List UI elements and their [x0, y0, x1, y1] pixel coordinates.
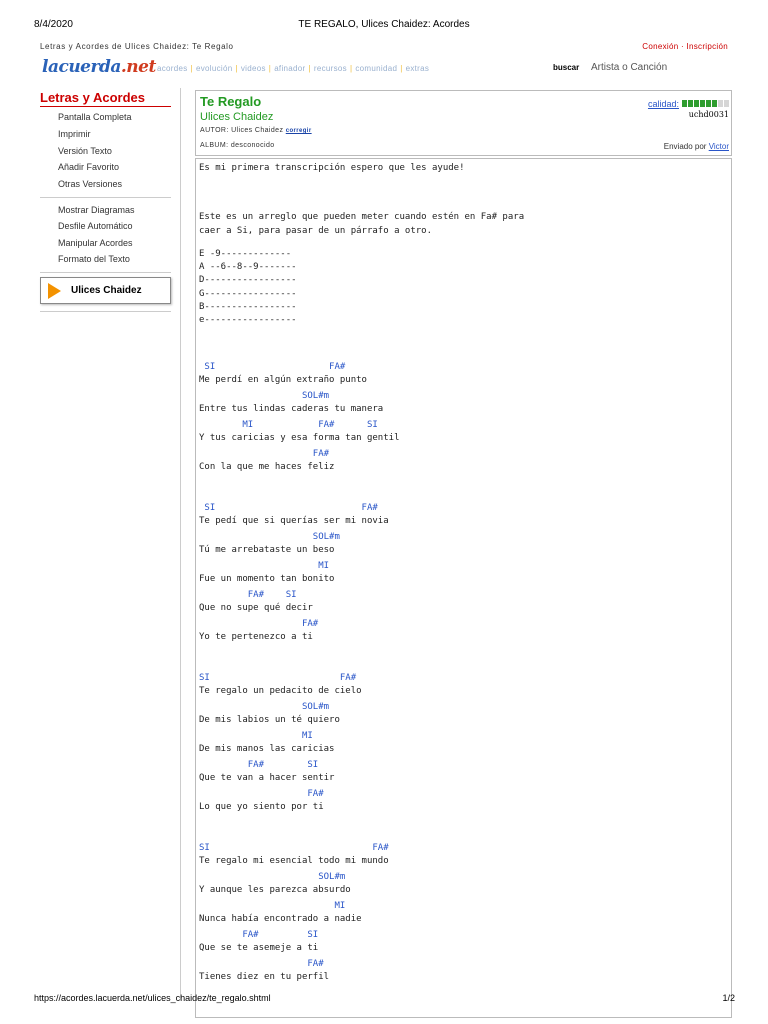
song-code: uchd0031: [688, 110, 729, 119]
chord-line[interactable]: FA# SI: [199, 590, 297, 600]
lyric-line: Nunca había encontrado a nadie: [199, 914, 362, 924]
sent-by-label: Enviado por: [663, 142, 707, 151]
sidebar-title-rule: [40, 106, 171, 107]
chord-line[interactable]: MI: [199, 731, 313, 741]
artist-button-label: Ulices Chaidez: [71, 285, 142, 296]
nav-extras[interactable]: extras: [405, 64, 430, 73]
sidebar-divider: [40, 272, 171, 273]
chord-line[interactable]: MI FA# SI: [199, 420, 378, 430]
nav-afinador[interactable]: afinador: [274, 64, 306, 73]
lyric-line: De mis labios un té quiero: [199, 715, 340, 725]
quality-bar: [706, 100, 711, 107]
chord-line[interactable]: FA#: [199, 449, 330, 459]
login-signup-links[interactable]: Conexión · Inscripción: [642, 42, 728, 51]
nav-comunidad[interactable]: comunidad: [355, 64, 398, 73]
song-album: [200, 142, 275, 149]
sidebar-item-otras-versiones[interactable]: Otras Versiones: [58, 179, 123, 189]
author-value: Ulices Chaidez: [231, 127, 284, 134]
chord-line[interactable]: MI: [199, 561, 330, 571]
sidebar-item-manipular-acordes[interactable]: Manipular Acordes: [58, 238, 133, 248]
lyric-line: Te regalo un pedacito de cielo: [199, 686, 362, 696]
lyric-line: Que te van a hacer sentir: [199, 773, 335, 783]
lyric-line: Tienes diez en tu perfil: [199, 972, 330, 982]
sidebar-item-pantalla-completa[interactable]: Pantalla Completa: [58, 112, 132, 122]
sidebar-title: Letras y Acordes: [40, 90, 146, 105]
sidebar-item-version-texto[interactable]: Versión Texto: [58, 146, 112, 156]
logo-tld: .net: [120, 57, 156, 77]
lyric-line: Entre tus lindas caderas tu manera: [199, 404, 384, 414]
quality-bar: [718, 100, 723, 107]
lyric-line: D-----------------: [199, 275, 297, 285]
lyric-line: caer a Si, para pasar de un párrafo a otro.: [199, 226, 432, 236]
nav-videos[interactable]: videos: [240, 64, 266, 73]
album-value: desconocido: [230, 142, 275, 149]
play-icon: [48, 283, 61, 299]
lyric-line: B-----------------: [199, 302, 297, 312]
lyric-line: Con la que me haces feliz: [199, 462, 335, 472]
search-label[interactable]: buscar: [553, 63, 580, 72]
chord-line[interactable]: SOL#m: [199, 391, 330, 401]
chord-line[interactable]: FA# SI: [199, 930, 319, 940]
lyric-line: Y aunque les parezca absurdo: [199, 885, 351, 895]
chord-line[interactable]: FA# SI: [199, 760, 319, 770]
author-label: AUTOR:: [200, 127, 229, 134]
lyric-line: A --6--8--9-------: [199, 262, 297, 272]
chord-line[interactable]: SOL#m: [199, 702, 330, 712]
lyric-line: e-----------------: [199, 315, 297, 325]
nav-evolucion[interactable]: evolución: [195, 64, 233, 73]
song-author: [200, 127, 312, 134]
quality-bar: [688, 100, 693, 107]
lyric-line: Y tus caricias y esa forma tan gentil: [199, 433, 400, 443]
footer-page-number: 1/2: [722, 993, 735, 1003]
quality-bar: [700, 100, 705, 107]
lyric-line: Que se te asemeje a ti: [199, 943, 319, 953]
logo-main: lacuerda: [42, 57, 121, 77]
lyric-line: G-----------------: [199, 289, 297, 299]
chord-line[interactable]: SOL#m: [199, 532, 340, 542]
search-input[interactable]: [591, 62, 711, 73]
quality-bar: [724, 100, 729, 107]
breadcrumb: Letras y Acordes de Ulices Chaidez: Te Regalo: [40, 42, 234, 51]
chord-line[interactable]: SI FA#: [199, 503, 378, 513]
quality-bar: [694, 100, 699, 107]
lyric-line: Te pedí que si querías ser mi novia: [199, 516, 389, 526]
artist-button[interactable]: [40, 277, 171, 304]
song-title: Te Regalo: [200, 94, 262, 109]
lyric-line: Yo te pertenezco a ti: [199, 632, 313, 642]
lyric-line: Fue un momento tan bonito: [199, 574, 335, 584]
sidebar-item-mostrar-diagramas[interactable]: Mostrar Diagramas: [58, 205, 135, 215]
sidebar-item-anadir-favorito[interactable]: Añadir Favorito: [58, 162, 120, 172]
lyric-line: Es mi primera transcripción espero que les ayude!: [199, 163, 465, 173]
lyric-line: Tú me arrebataste un beso: [199, 545, 335, 555]
print-page-title: TE REGALO, Ulices Chaidez: Acordes: [298, 19, 470, 30]
sidebar-item-imprimir[interactable]: Imprimir: [58, 129, 91, 139]
chord-line[interactable]: FA#: [199, 959, 324, 969]
album-label: ALBUM:: [200, 142, 229, 149]
lyric-line: Este es un arreglo que pueden meter cuando estén en Fa# para: [199, 212, 525, 222]
lyric-line: Te regalo mi esencial todo mi mundo: [199, 856, 389, 866]
quality-label[interactable]: calidad:: [647, 99, 679, 109]
chord-line[interactable]: SOL#m: [199, 872, 346, 882]
sidebar-item-desfile-automatico[interactable]: Desfile Automático: [58, 221, 133, 231]
print-date: 8/4/2020: [34, 19, 73, 30]
site-logo[interactable]: [42, 57, 156, 77]
chord-line[interactable]: FA#: [199, 619, 319, 629]
sent-by: [664, 142, 729, 151]
lyric-line: De mis manos las caricias: [199, 744, 335, 754]
sidebar-item-formato-texto[interactable]: Formato del Texto: [58, 254, 130, 264]
song-artist[interactable]: Ulices Chaidez: [200, 111, 274, 123]
content-left-rule: [180, 88, 181, 1000]
top-nav: acordes | evolución | videos | afinador | recursos | comunidad | extras: [157, 64, 430, 73]
lyric-line: Lo que yo siento por ti: [199, 802, 324, 812]
quality-bar: [712, 100, 717, 107]
nav-acordes[interactable]: acordes: [157, 64, 188, 73]
lyric-line: Me perdí en algún extraño punto: [199, 375, 367, 385]
chord-line[interactable]: SI FA#: [199, 843, 389, 853]
sent-by-user[interactable]: Victor: [708, 142, 729, 151]
lyric-line: E -9-------------: [199, 249, 292, 259]
sidebar-divider: [40, 197, 171, 198]
chord-line[interactable]: FA#: [199, 789, 324, 799]
chord-line[interactable]: MI: [199, 901, 346, 911]
lyric-line: Que no supe qué decir: [199, 603, 313, 613]
footer-url: https://acordes.lacuerda.net/ulices_chaidez/te_regalo.shtml: [34, 993, 271, 1003]
chord-line[interactable]: SI FA#: [199, 362, 346, 372]
quality-bar: [682, 100, 687, 107]
nav-recursos[interactable]: recursos: [313, 64, 347, 73]
sidebar-divider: [40, 311, 171, 312]
chord-line[interactable]: SI FA#: [199, 673, 357, 683]
correct-link[interactable]: corregir: [285, 128, 312, 134]
